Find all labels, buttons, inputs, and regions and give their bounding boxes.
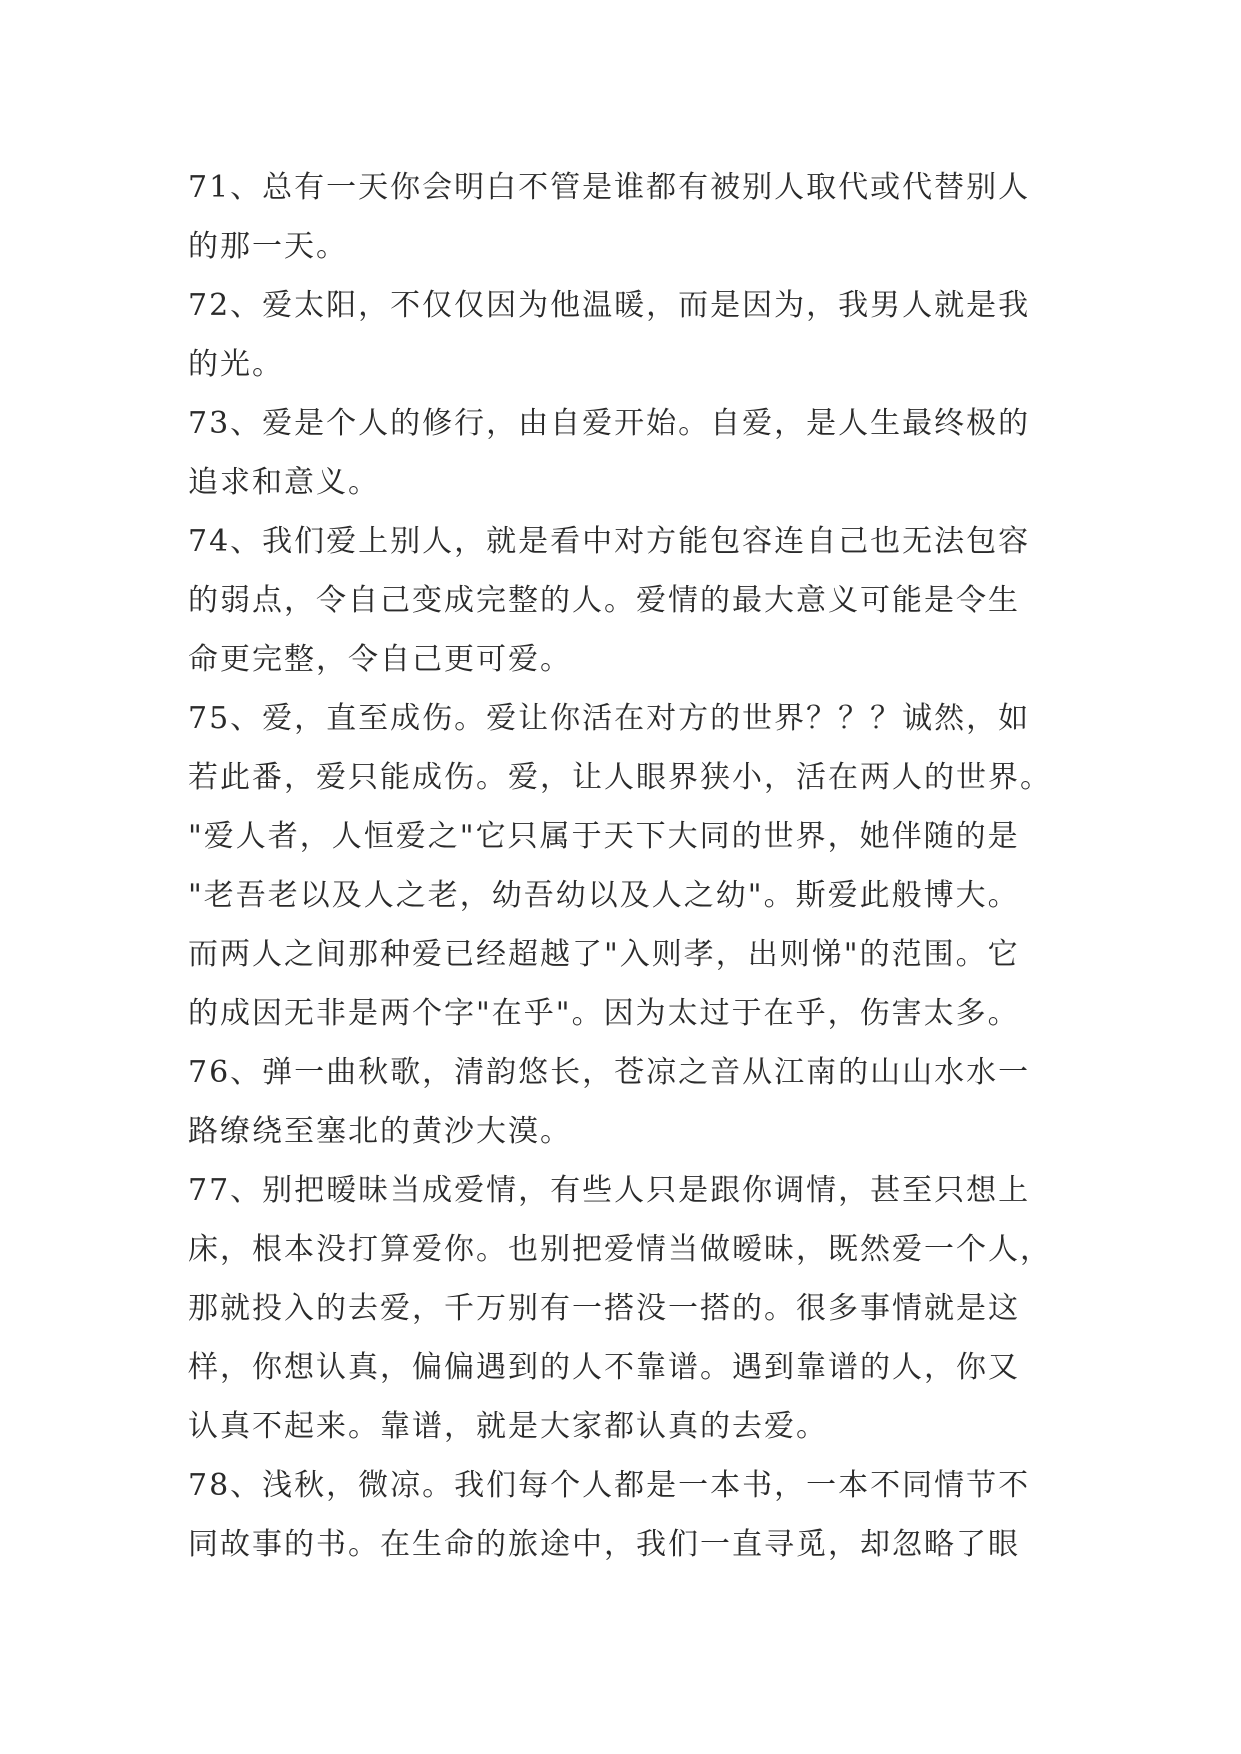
text-line: 床，根本没打算爱你。也别把爱情当做暧昧，既然爱一个人， bbox=[188, 1232, 1052, 1267]
text-line: 75、爱，直至成伤。爱让你活在对方的世界？？？诚然，如 bbox=[188, 701, 1031, 736]
text-line: 那就投入的去爱，千万别有一搭没一搭的。很多事情就是这 bbox=[188, 1291, 1020, 1326]
text-line: 追求和意义。 bbox=[188, 465, 380, 500]
text-line: "老吾老以及人之老，幼吾幼以及人之幼"。斯爱此般博大。 bbox=[188, 878, 1020, 913]
text-line: 76、弹一曲秋歌，清韵悠长，苍凉之音从江南的山山水水一 bbox=[188, 1055, 1031, 1090]
text-line: 若此番，爱只能成伤。爱，让人眼界狭小，活在两人的世界。 bbox=[188, 760, 1052, 795]
text-line: 的成因无非是两个字"在乎"。因为太过于在乎，伤害太多。 bbox=[188, 996, 1020, 1031]
text-line: 74、我们爱上别人，就是看中对方能包容连自己也无法包容 bbox=[188, 524, 1031, 559]
text-line: 73、爱是个人的修行，由自爱开始。自爱，是人生最终极的 bbox=[188, 406, 1031, 441]
text-line: 78、浅秋，微凉。我们每个人都是一本书，一本不同情节不 bbox=[188, 1468, 1031, 1503]
text-line: 同故事的书。在生命的旅途中，我们一直寻觅，却忽略了眼 bbox=[188, 1527, 1020, 1562]
text-line: 路缭绕至塞北的黄沙大漠。 bbox=[188, 1114, 572, 1149]
text-line: 样，你想认真，偏偏遇到的人不靠谱。遇到靠谱的人，你又 bbox=[188, 1350, 1020, 1385]
text-line: 的光。 bbox=[188, 347, 284, 382]
text-line: 而两人之间那种爱已经超越了"入则孝，出则悌"的范围。它 bbox=[188, 937, 1020, 972]
text-line: 的弱点，令自己变成完整的人。爱情的最大意义可能是令生 bbox=[188, 583, 1020, 618]
text-line: 认真不起来。靠谱，就是大家都认真的去爱。 bbox=[188, 1409, 828, 1444]
text-line: 71、总有一天你会明白不管是谁都有被别人取代或代替别人 bbox=[188, 170, 1031, 205]
document-body bbox=[188, 158, 1068, 1574]
text-line: 77、别把暧昧当成爱情，有些人只是跟你调情，甚至只想上 bbox=[188, 1173, 1031, 1208]
text-line: 72、爱太阳，不仅仅因为他温暖，而是因为，我男人就是我 bbox=[188, 288, 1031, 323]
text-line: 的那一天。 bbox=[188, 229, 348, 264]
text-line: "爱人者，人恒爱之"它只属于天下大同的世界，她伴随的是 bbox=[188, 819, 1020, 854]
text-line: 命更完整，令自己更可爱。 bbox=[188, 642, 572, 677]
